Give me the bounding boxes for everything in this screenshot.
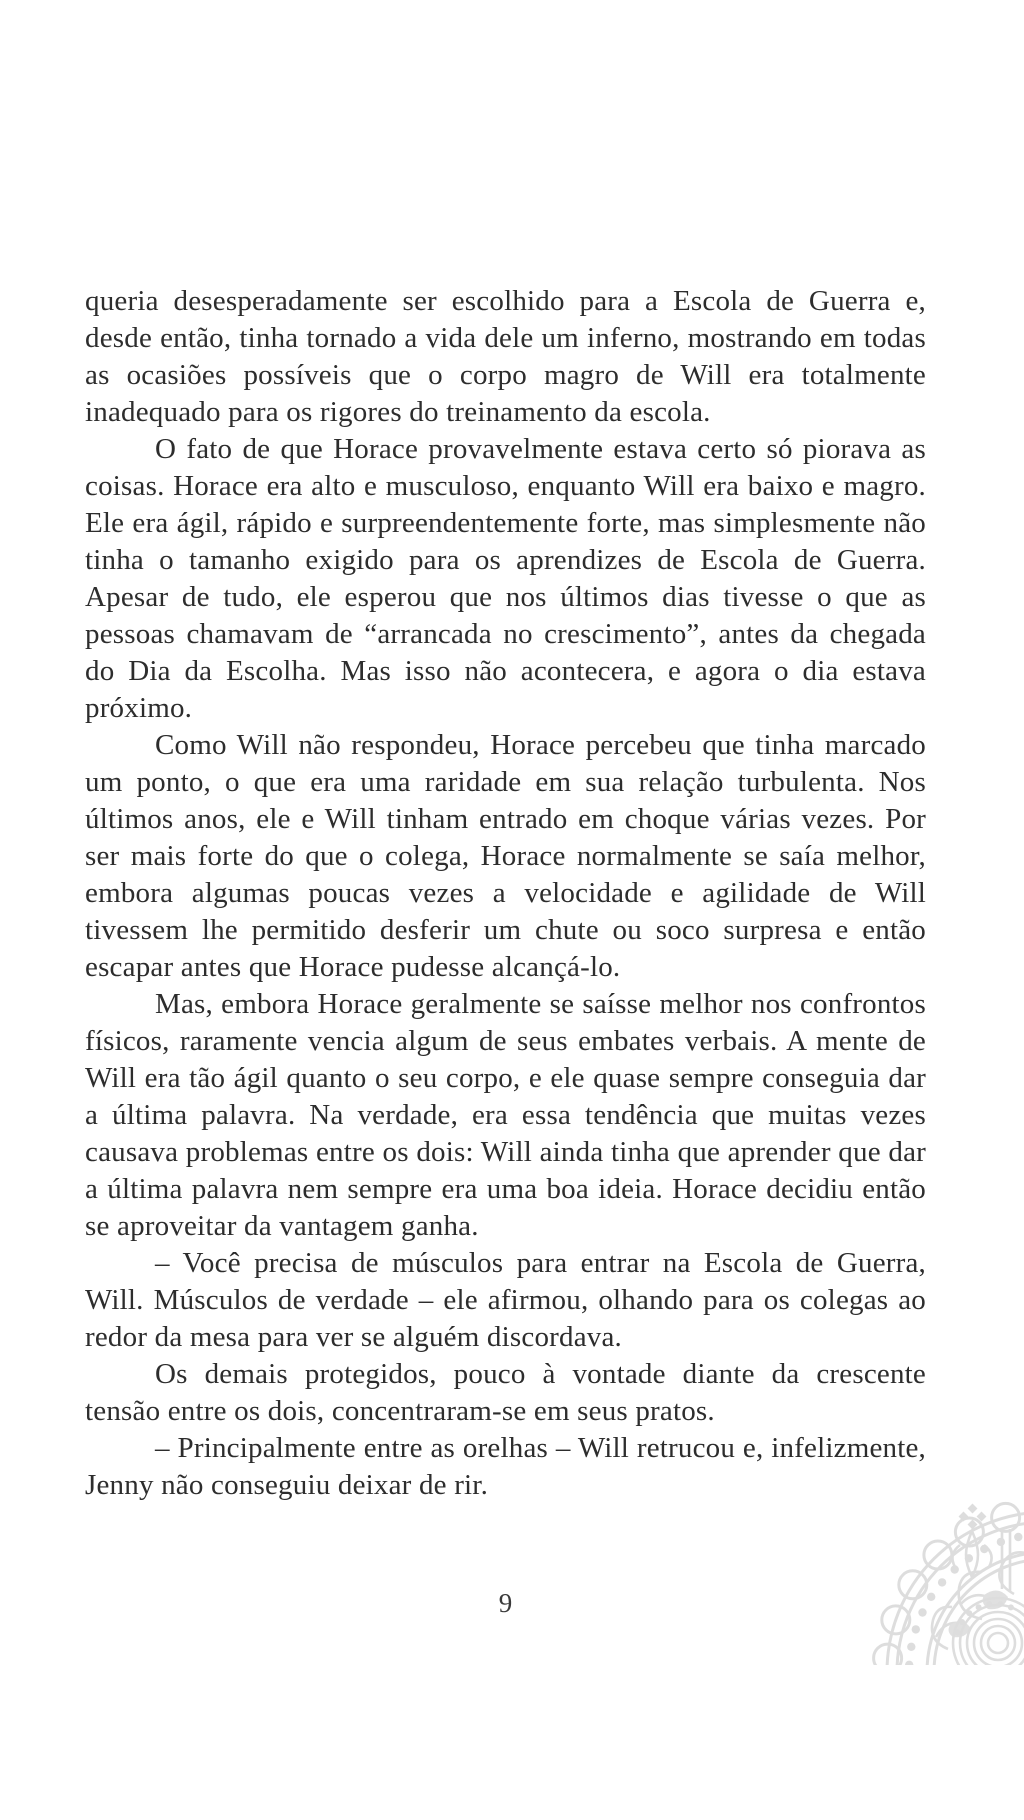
paragraph: – Principalmente entre as orelhas – Will retrucou e, infelizmente, Jenny não conseguiu deixar de rir.	[85, 1432, 926, 1501]
paragraph: Como Will não respondeu, Horace percebeu que tinha marcado um ponto, o que era uma raridade em sua relação turbulenta. Nos últimos anos, ele e Will tinham entrado em choque várias vezes. Por ser mais forte do que o colega, Horace normalmente se saía melhor, embora algumas poucas vezes a velocidade e agilidade de Will tivessem lhe permitido desferir um chute ou soco surpresa e então escapar antes que Horace pudesse alcançá-lo.	[85, 729, 926, 983]
paragraph: Os demais protegidos, pouco à vontade diante da crescente tensão entre os dois, concentraram-se em seus pratos.	[85, 1358, 926, 1427]
corner-ornament	[832, 1497, 1024, 1665]
page-number: 9	[498, 1588, 513, 1618]
body-text	[85, 283, 926, 1504]
paragraph: Mas, embora Horace geralmente se saísse melhor nos confrontos físicos, raramente vencia algum de seus embates verbais. A mente de Will era tão ágil quanto o seu corpo, e ele quase sempre conseguia dar a última palavra. Na verdade, era essa tendência que muitas vezes causava problemas entre os dois: Will ainda tinha que aprender que dar a última palavra nem sempre era uma boa ideia. Horace decidiu então se aproveitar da vantagem ganha.	[85, 988, 926, 1242]
mandala-ornament-icon	[832, 1497, 1024, 1665]
paragraph: queria desesperadamente ser escolhido para a Escola de Guerra e, desde então, tinha tornado a vida dele um inferno, mostrando em todas as ocasiões possíveis que o corpo magro de Will era totalmente inadequado para os rigores do treinamento da escola.	[85, 285, 926, 428]
paragraph: O fato de que Horace provavelmente estava certo só piorava as coisas. Horace era alto e musculoso, enquanto Will era baixo e magro. Ele era ágil, rápido e surpreendentemente forte, mas simplesmente não tinha o tamanho exigido para os aprendizes de Escola de Guerra. Apesar de tudo, ele esperou que nos últimos dias tivesse o que as pessoas chamavam de “arrancada no crescimento”, antes da chegada do Dia da Escolha. Mas isso não acontecera, e agora o dia estava próximo.	[85, 433, 926, 724]
paragraph: – Você precisa de músculos para entrar na Escola de Guerra, Will. Músculos de verdade – ele afirmou, olhando para os colegas ao redor da mesa para ver se alguém discordava.	[85, 1247, 926, 1353]
